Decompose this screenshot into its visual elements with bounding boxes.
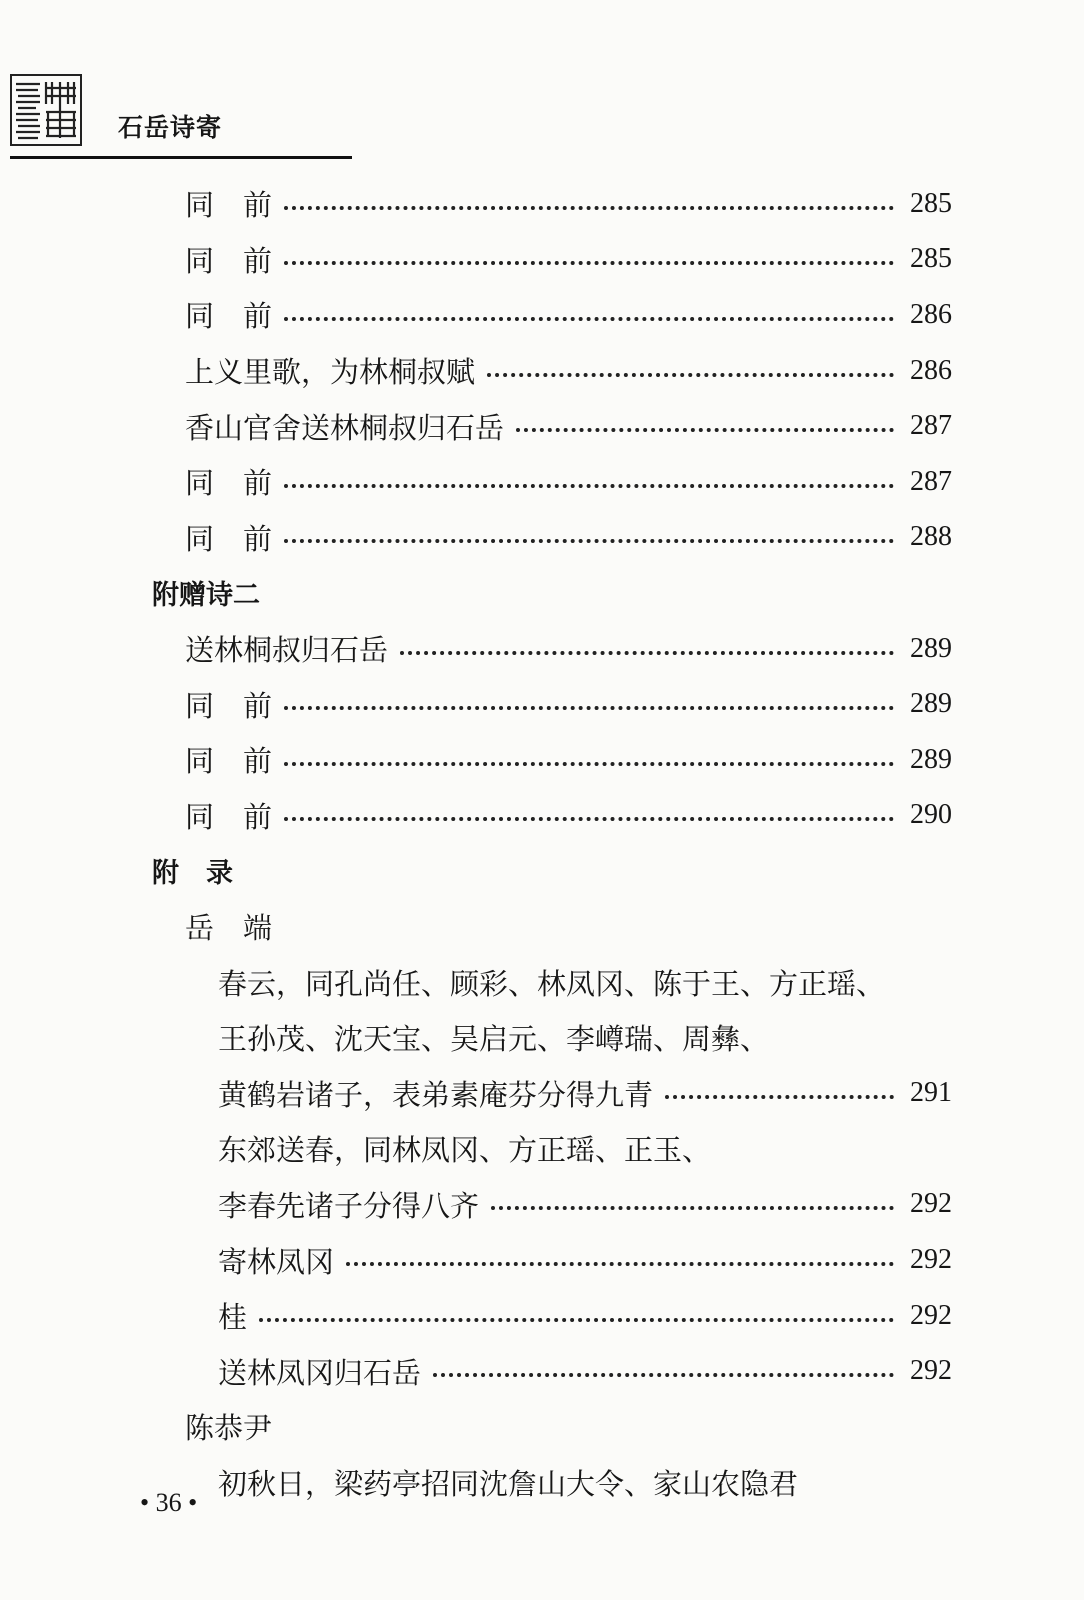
toc-entry-title: 附 录	[152, 858, 233, 890]
header-rule	[10, 156, 352, 159]
toc-entry	[0, 1177, 1084, 1233]
book-title: 石岳诗寄	[118, 113, 223, 142]
dot-leader	[400, 651, 894, 655]
toc-entry	[0, 621, 1084, 677]
toc-page-number: 286	[910, 298, 952, 330]
toc-entry-title: 同 前	[185, 188, 273, 223]
toc-section-heading	[0, 843, 1084, 899]
dot-leader	[284, 762, 894, 766]
toc-entry	[0, 788, 1084, 844]
toc-entry	[0, 232, 1084, 288]
seal-stamp-icon	[10, 74, 82, 146]
toc-entry-title: 送林桐叔归石岳	[185, 633, 389, 668]
toc-entry	[0, 454, 1084, 510]
dot-leader	[516, 428, 894, 432]
toc-author-heading	[0, 1399, 1084, 1455]
toc-entry	[0, 287, 1084, 343]
toc-entry-title: 岳 端	[185, 911, 273, 946]
toc-page-number: 289	[910, 632, 952, 664]
toc-page-number: 292	[910, 1244, 952, 1276]
toc-author-heading	[0, 899, 1084, 955]
toc-entry-title: 同 前	[185, 299, 273, 334]
toc-entry-title: 同 前	[185, 688, 273, 723]
toc-entry	[0, 398, 1084, 454]
toc-entry	[0, 676, 1084, 732]
dot-leader	[284, 817, 894, 821]
toc-page-number: 289	[910, 688, 952, 720]
dot-leader	[284, 539, 894, 543]
toc-entry	[0, 1343, 1084, 1399]
toc-page-number: 286	[910, 354, 952, 386]
dot-leader	[346, 1262, 894, 1266]
page-number: • 36 •	[140, 1488, 198, 1517]
toc-entry	[0, 510, 1084, 566]
toc-entry-title: 初秋日，梁药亭招同沈詹山大令、家山农隐君	[218, 1466, 799, 1501]
toc-entry	[0, 1066, 1084, 1122]
toc-entry-title: 同 前	[185, 799, 273, 834]
toc-entry	[0, 1288, 1084, 1344]
dot-leader	[259, 1318, 894, 1322]
toc-page-number: 292	[910, 1355, 952, 1387]
toc-entry	[0, 1010, 1084, 1066]
toc-entry-title: 春云，同孔尚任、顾彩、林凤冈、陈于王、方正瑶、	[218, 966, 886, 1001]
dot-leader	[284, 261, 894, 265]
toc-entry-title: 同 前	[185, 243, 273, 278]
toc-page-number: 287	[910, 410, 952, 442]
toc-entry-title: 李春先诸子分得八齐	[218, 1188, 480, 1223]
toc-page-number: 291	[910, 1077, 952, 1109]
toc-entry-title: 同 前	[185, 521, 273, 556]
toc-entry	[0, 1121, 1084, 1177]
dot-leader	[491, 1206, 894, 1210]
toc-entry-title: 王孙茂、沈天宝、吴启元、李嶟瑞、周彝、	[218, 1022, 770, 1057]
toc-entry-title: 同 前	[185, 744, 273, 779]
toc-entry-title: 送林凤冈归石岳	[218, 1355, 422, 1390]
toc-page-number: 288	[910, 521, 952, 553]
toc-page-number: 292	[910, 1299, 952, 1331]
toc-section-heading	[0, 565, 1084, 621]
dot-leader	[665, 1095, 894, 1099]
toc-entry-title: 上义里歌，为林桐叔赋	[185, 355, 476, 390]
dot-leader	[433, 1373, 894, 1377]
dot-leader	[284, 206, 894, 210]
toc-entry-title: 寄林凤冈	[218, 1244, 335, 1279]
toc-entry-title: 陈恭尹	[185, 1411, 273, 1446]
table-of-contents	[0, 176, 1084, 1510]
toc-entry	[0, 176, 1084, 232]
dot-leader	[487, 373, 894, 377]
toc-entry-title: 东郊送春，同林凤冈、方正瑶、正玉、	[218, 1133, 712, 1168]
toc-entry	[0, 732, 1084, 788]
toc-entry-title: 同 前	[185, 466, 273, 501]
toc-entry-title: 黄鹤岩诸子，表弟素庵芬分得九青	[218, 1077, 654, 1112]
toc-entry-title: 桂	[218, 1300, 248, 1335]
dot-leader	[284, 317, 894, 321]
toc-entry-title: 香山官舍送林桐叔归石岳	[185, 410, 505, 445]
toc-page-number: 292	[910, 1188, 952, 1220]
toc-entry	[0, 954, 1084, 1010]
toc-page-number: 289	[910, 743, 952, 775]
dot-leader	[284, 484, 894, 488]
toc-page-number: 285	[910, 243, 952, 275]
toc-page-number: 285	[910, 187, 952, 219]
dot-leader	[284, 706, 894, 710]
toc-page-number: 290	[910, 799, 952, 831]
toc-entry-title: 附赠诗二	[152, 580, 260, 612]
toc-entry	[0, 1232, 1084, 1288]
toc-entry	[0, 343, 1084, 399]
toc-page-number: 287	[910, 465, 952, 497]
